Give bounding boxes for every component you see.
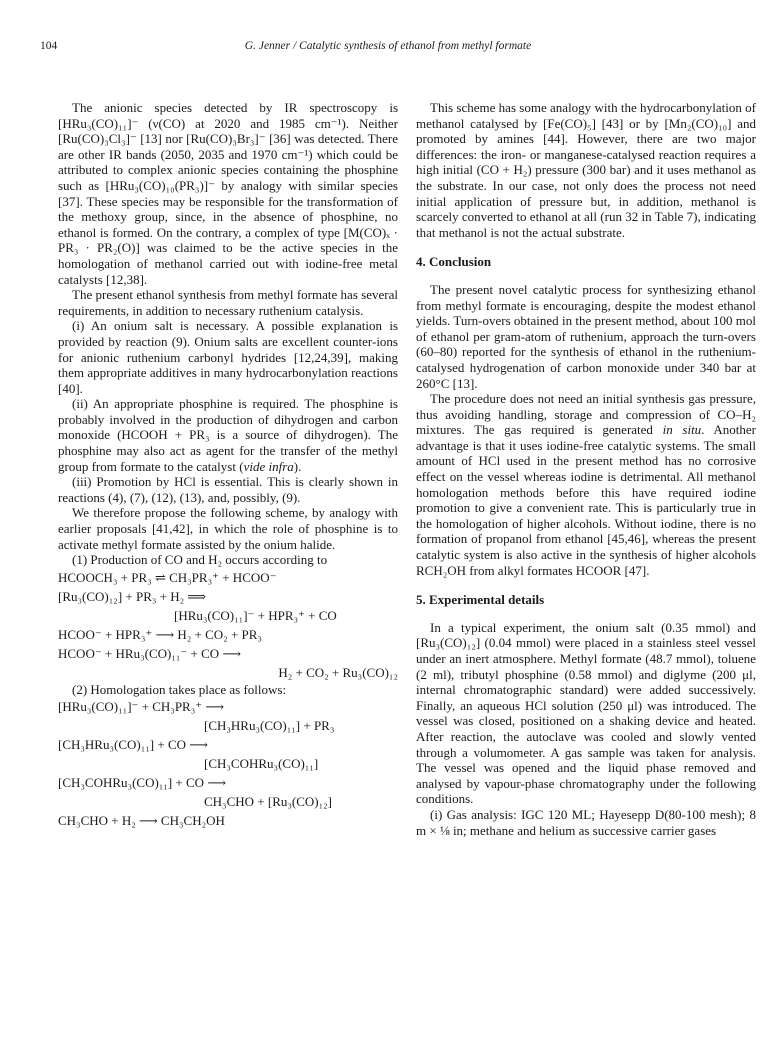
equation: HCOO⁻ + HRu₃(CO)₁₁⁻ + CO ⟶ <box>58 645 242 661</box>
paragraph <box>58 396 398 474</box>
reaction-scheme-2 <box>58 697 398 830</box>
paragraph: (2) Homologation takes place as follows: <box>72 681 287 697</box>
section-heading-conclusion: 4. Conclusion <box>416 254 492 270</box>
equation: HCOO⁻ + HPR₃⁺ ⟶ H₂ + CO₂ + PR₃ <box>58 626 262 642</box>
paragraph: (1) Production of CO and H₂ occurs according to <box>72 552 328 568</box>
paragraph: (iii) Promotion by HCl is essential. This is clearly shown in reactions (4), (7), (12), (13), and, possibly, (9). <box>58 474 398 505</box>
right-column <box>416 100 756 838</box>
equation: CH₃CHO + H₂ ⟶ CH₃CH₂OH <box>58 813 225 829</box>
paragraph: The present novel catalytic process for synthesizing ethanol from methyl formate is encouraging, despite the modest ethanol yields. Turn-overs obtained in the present method, about 100 mol of ethanol per gram-atom of ruthenium, approach the turn-overs (60–80) reported for the synthesis of ethanol in the ruthenium-catalysed hydrogenation of carbon monoxide under 340 bar at 260°C [13]. <box>416 281 756 391</box>
text-run: ). <box>293 458 302 474</box>
equation: CH₃CHO + [Ru₃(CO)₁₂] <box>204 794 333 810</box>
equation: [CH₃HRu₃(CO)₁₁] + PR₃ <box>204 718 335 734</box>
reaction-scheme-1 <box>58 568 398 682</box>
paragraph: The anionic species detected by IR spectroscopy is [HRu₃(CO)₁₁]⁻ (ν(CO) at 2020 and 1985 cm⁻¹). Neither [Ru(CO)₃Cl₃]⁻ [13] nor [Ru(CO)₃Br₃]⁻ [36] was detected. There are other IR bands (2050, 2035 and 1970 cm⁻¹) which could be attributed to complex anionic species containing the phosphine such as [HRu₃(CO)₁₀(PR₃)]⁻ by analogy with similar species [37]. These species may be responsible for the transformation of the methoxy group, since, in the absence of phosphine, no ethanol is formed. On the contrary, a complex of type [M(CO)ₓ · PR₃ · PR₂(O)] was claimed to be the active species in the homologation of methanol carried out with iodine-free metal catalysts [12,38]. <box>58 100 398 287</box>
left-column <box>58 100 398 830</box>
text-run: (ii) An appropriate phosphine is required. The phosphine is probably involved in the production of dihydrogen and carbon monoxide (HCOOH + PR₃ is a source of dihydrogen). The phosphine may also act as agent for the transfer of the methyl group from formate to the catalyst ( <box>58 396 398 474</box>
italic-text: vide infra <box>243 458 294 474</box>
paragraph: (i) An onium salt is necessary. A possible explanation is provided by reaction (9). Onium salts are excellent counter-ions for anionic ruthenium carbonyl hydrides [12,24,39], making them appropriate additives in many hydrocarbonylation reactions [40]. <box>58 318 398 396</box>
text-run: The procedure does not need an initial synthesis gas pressure, thus avoiding handling, storage and compression of CO–H₂ mixtures. The gas required is generated <box>416 391 756 438</box>
paragraph: We therefore propose the following scheme, by analogy with earlier proposals [41,42], in which the role of phosphine is to activate methyl formate assisted by the onium halide. <box>58 505 398 552</box>
equation: [CH₃COHRu₃(CO)₁₁] <box>204 756 319 772</box>
equation: [CH₃HRu₃(CO)₁₁] + CO ⟶ <box>58 737 208 753</box>
equation: [HRu₃(CO)₁₁]⁻ + HPR₃⁺ + CO <box>174 607 337 623</box>
equation: [HRu₃(CO)₁₁]⁻ + CH₃PR₃⁺ ⟶ <box>58 699 224 715</box>
text-run: . Another advantage is that it uses iodine-free catalytic systems. The small amount of HCl used in the present method has no corrosive effect on the vessel whereas iodine is detrimental. All methanol homologation methods before this have required iodine promotion to give a convenient rate. This is particularly true in the homologation of higher alcohols. Without iodine, there is no formation of propanol from ethanol [45,46], whereas the present catalytic system is also active in the synthesis of higher alcohols RCH₂OH from alkyl formates HCOOR [47]. <box>416 422 756 578</box>
equation: [Ru₃(CO)₁₂] + PR₃ + H₂ ⟹ <box>58 588 207 604</box>
paragraph: (i) Gas analysis: IGC 120 ML; Hayesepp D(80-100 mesh); 8 m × ⅛ in; methane and helium as successive carrier gases <box>416 806 756 838</box>
section-heading-experimental: 5. Experimental details <box>416 592 545 608</box>
page-number: 104 <box>40 40 58 52</box>
paragraph: In a typical experiment, the onium salt (0.35 mmol) and [Ru₃(CO)₁₂] (0.04 mmol) were placed in a stainless steel vessel under an inert atmosphere. Methyl formate (48.7 mmol), toluene (2 ml), tributyl phosphine (0.58 mmol) and diglyme (200 μl, internal chromatographic standard) were added successively. Finally, an aqueous HCl solution (250 μl) was introduced. The vessel was closed, positioned on a shaking device and heated. After reaction, the autoclave was cooled and slowly vented through a volumometer. A gas sample was taken for analysis. The vessel was opened and the liquid phase removed and analysed by vapour-phase chromatography under the following conditions. <box>416 619 756 807</box>
equation: HCOOCH₃ + PR₃ ⇌ CH₃PR₃⁺ + HCOO⁻ <box>58 569 277 585</box>
page-header <box>40 40 736 60</box>
paragraph: This scheme has some analogy with the hydrocarbonylation of methanol catalysed by [Fe(CO)₅] [43] or by [Mn₂(CO)₁₀] and promoted by amines [44]. However, there are two major differences: the iron- or manganese-catalysed reaction requires a high initial (CO + H₂) pressure (300 bar) and it uses methanol as the substrate. In our case, not only does the process not need initial application of pressure but, in addition, methanol is scarcely converted to ethanol at all (run 32 in Table 7), indicating that methanol is not the actual substrate. <box>416 100 756 240</box>
equation: [CH₃COHRu₃(CO)₁₁] + CO ⟶ <box>58 775 226 791</box>
equation: H₂ + CO₂ + Ru₃(CO)₁₂ <box>278 664 398 680</box>
running-title: G. Jenner / Catalytic synthesis of ethanol from methyl formate <box>244 40 532 52</box>
paragraph <box>416 391 756 578</box>
paragraph: The present ethanol synthesis from methyl formate has several requirements, in addition to necessary ruthenium catalysis. <box>58 287 398 318</box>
italic-text: in situ <box>662 422 702 438</box>
